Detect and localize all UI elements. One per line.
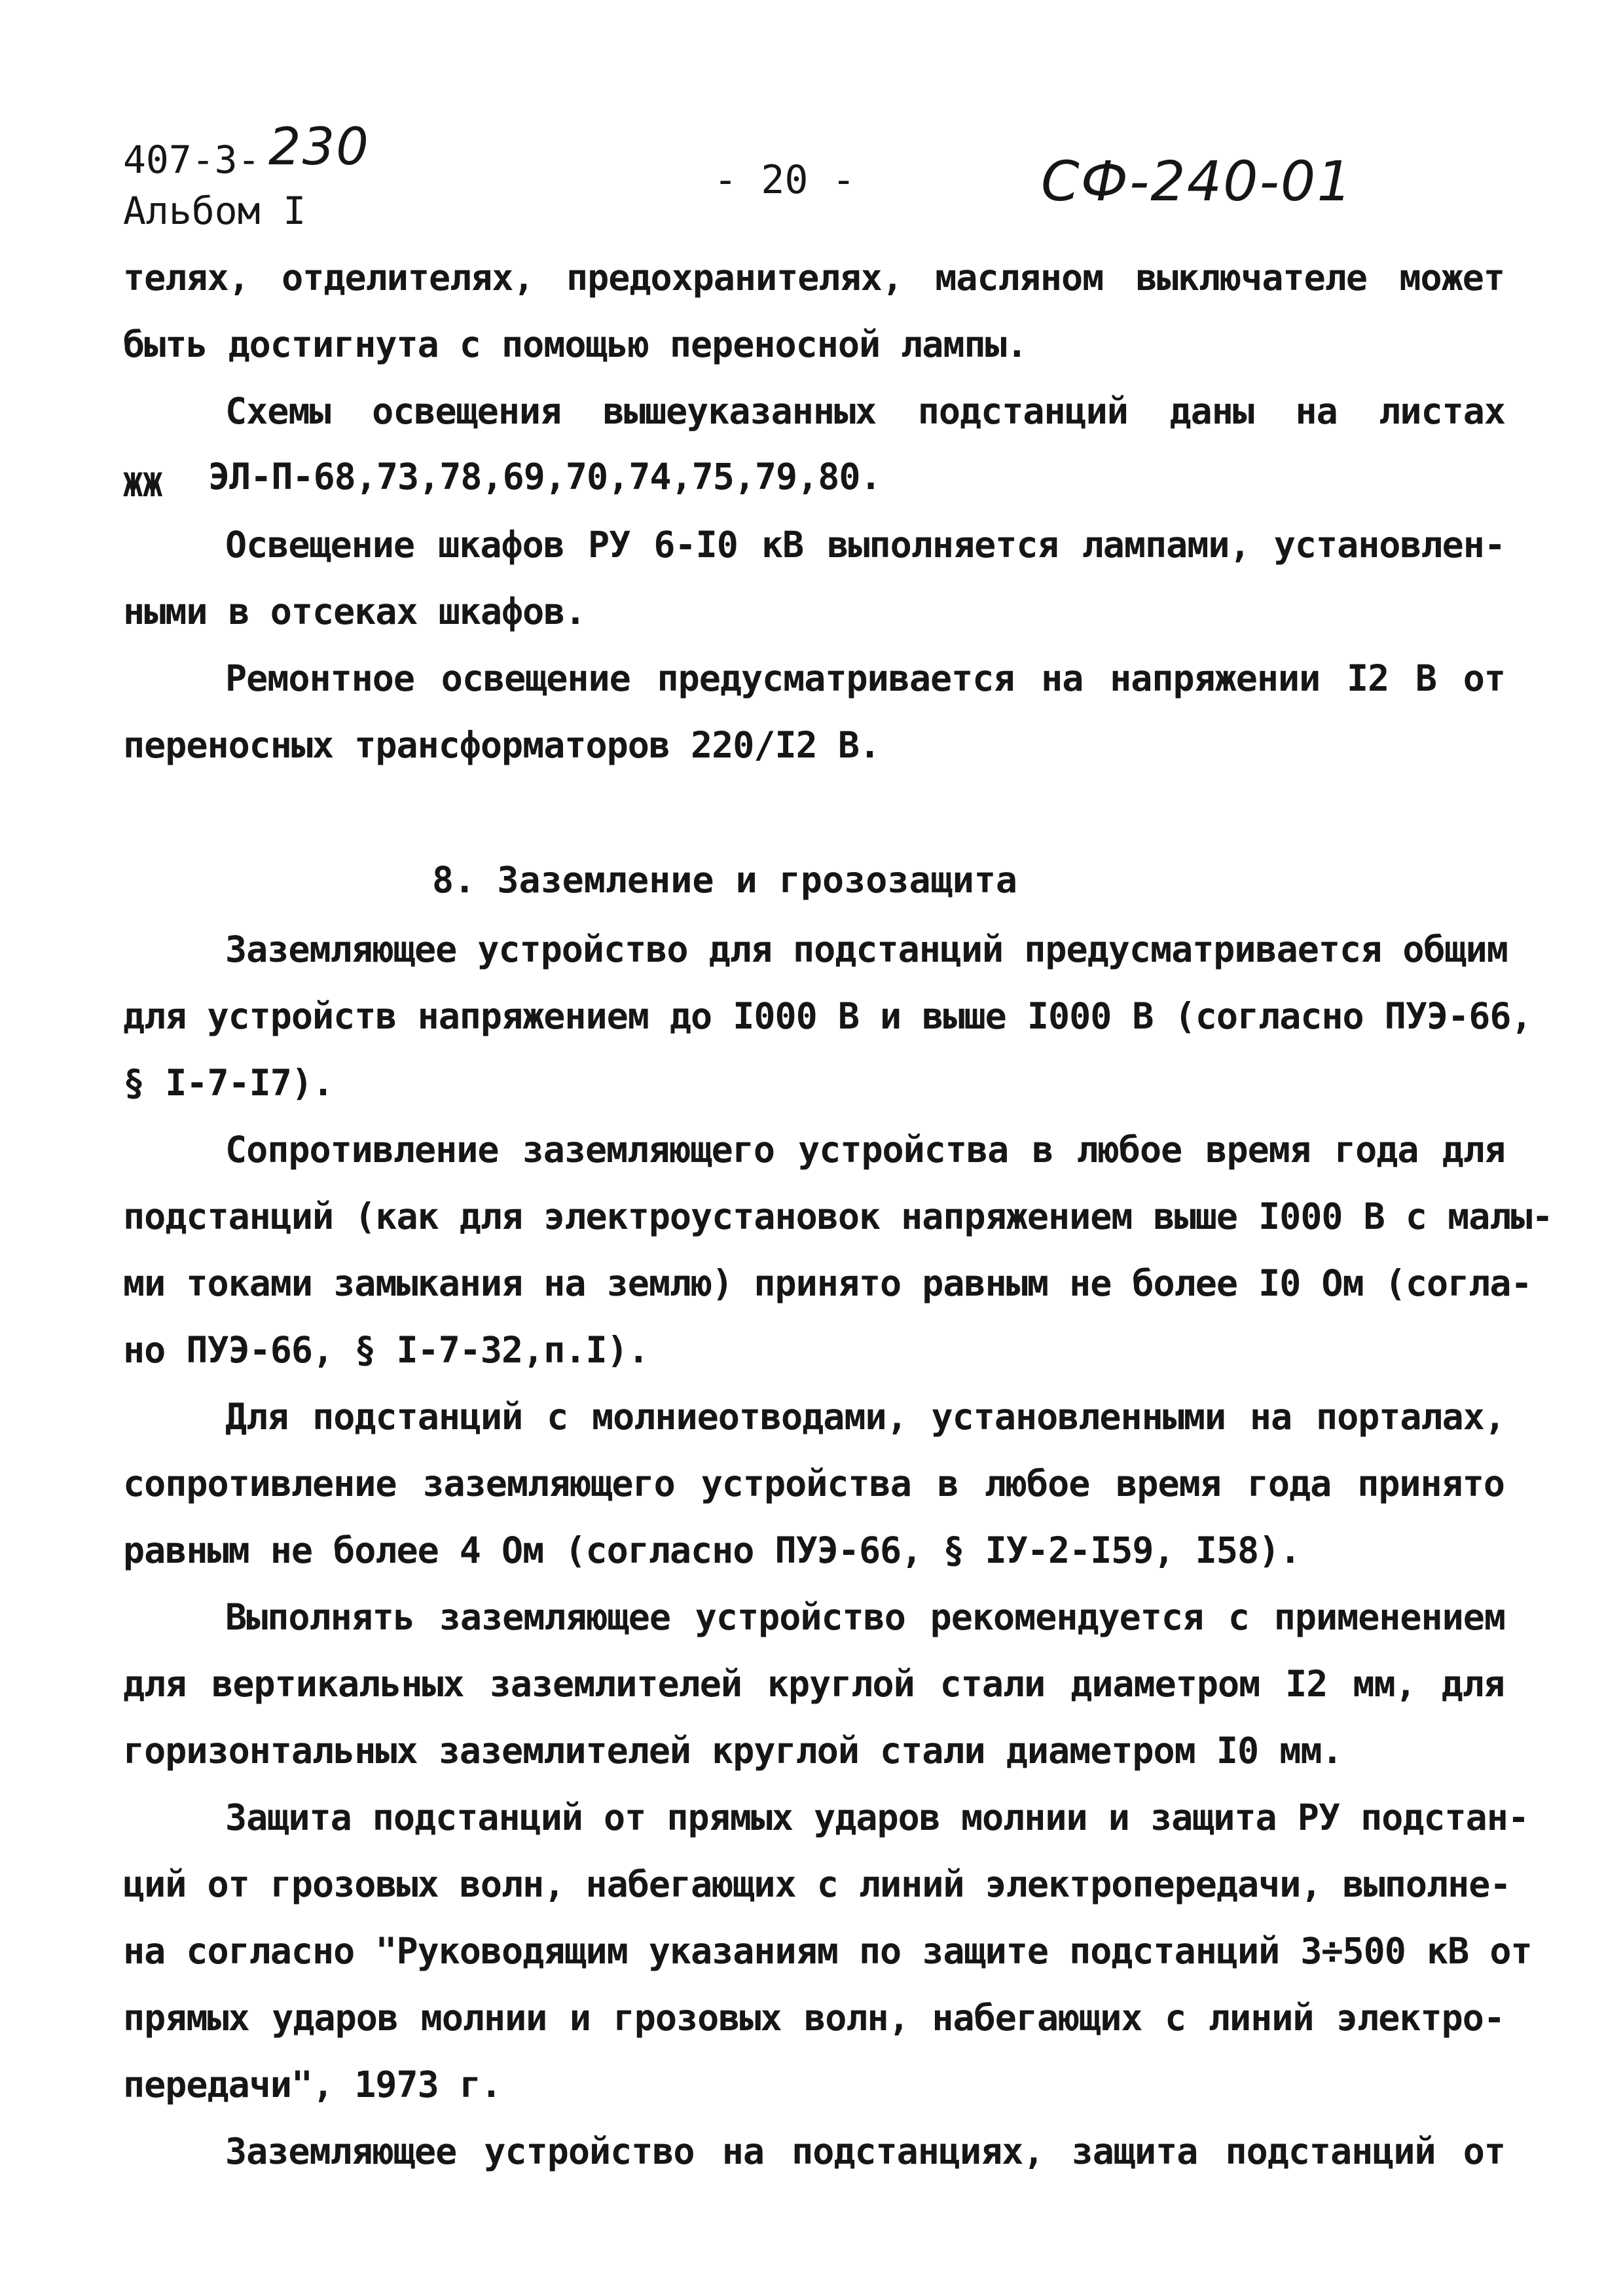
text-line: для вертикальных заземлителей круглой стали диаметром I2 мм, для [123,1663,1504,1705]
text-line: равным не более 4 Ом (согласно ПУЭ-66, § IУ-2-I59, I58). [123,1529,1301,1571]
text-line: ми токами замыкания на землю) принято равным не более I0 Ом (согла- [123,1262,1532,1304]
page-number: - 20 - [714,157,856,203]
text-line: Защита подстанций от прямых ударов молнии и защита РУ подстан- [225,1796,1529,1838]
sheet-code-handwritten: СФ-240-01 [1041,149,1353,213]
section-heading: 8. Заземление и грозозащита [432,859,1018,901]
text-line: Сопротивление заземляющего устройства в любое время года для [225,1129,1505,1171]
document-code: 407-3- [123,137,261,182]
text-line: для устройств напряжением до I000 В и выше I000 В (согласно ПУЭ-66, [123,995,1532,1037]
text-line: подстанций (как для электроустановок напряжением выше I000 В с малы- [123,1195,1553,1237]
text-line: Выполнять заземляющее устройство рекомендуется с применением [225,1596,1505,1638]
text-line: § I-7-I7). [123,1062,334,1104]
album-label: Альбом I [123,189,306,233]
text-line: Схемы освещения вышеуказанных подстанций даны на листах [225,390,1505,432]
text-line: Заземляющее устройство для подстанций предусматривается общим [225,928,1508,970]
text-line: Освещение шкафов РУ 6-I0 кВ выполняется лампами, установлен- [225,524,1505,566]
text-line: сопротивление заземляющего устройства в любое время года принято [123,1463,1504,1504]
text-line: телях, отделителях, предохранителях, масляном выключателе может [123,257,1504,299]
text-line: переносных трансформаторов 220/I2 В. [123,724,881,766]
text-line: прямых ударов молнии и грозовых волн, набегающих с линий электро- [123,1997,1504,2039]
text-line: быть достигнута с помощью переносной лампы. [123,323,1027,365]
text-line: Заземляющее устройство на подстанциях, защита подстанций от [225,2130,1505,2172]
text-line: горизонтальных заземлителей круглой стали диаметром I0 мм. [123,1730,1343,1772]
text-line: но ПУЭ-66, § I-7-32,п.I). [123,1329,649,1371]
text-line: Для подстанций с молниеотводами, установленными на порталах, [225,1396,1505,1438]
text-line: на согласно "Руководящим указаниям по защите подстанций 3÷500 кВ от [123,1930,1532,1972]
text-line: ЭЛ-П-68,73,78,69,70,74,75,79,80. [208,456,881,498]
document-code-handwritten: 230 [268,118,370,177]
text-line: передачи", 1973 г. [123,2064,502,2105]
text-line: ций от грозовых волн, набегающих с линий электропередачи, выполне- [123,1863,1511,1905]
text-line: ными в отсеках шкафов. [123,591,586,632]
handwritten-mark: ЖЖ [123,466,163,504]
text-line: Ремонтное освещение предусматривается на напряжении I2 В от [225,657,1505,699]
